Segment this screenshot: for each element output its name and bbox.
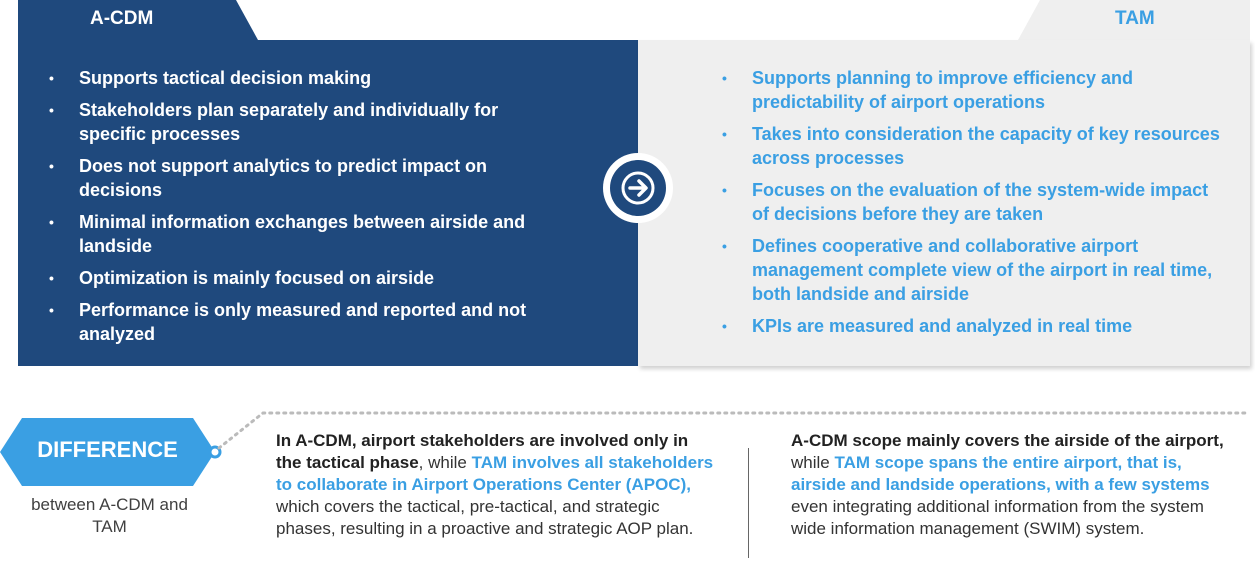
tam-item: • Focuses on the evaluation of the system-wide impact of decisions before they are taken [722,180,1209,224]
acdm-item: • Does not support analytics to predict impact on decisions [49,156,488,200]
acdm-list [49,66,569,354]
para-right-part2: while [791,453,835,472]
acdm-title: A-CDM [90,8,154,29]
tam-item: • KPIs are measured and analyzed in real time [722,316,1133,336]
para-left-part1: In A-CDM, airport stakeholders are involved only in the tactical phase [276,431,689,472]
arrow-right-icon [610,160,666,216]
difference-paragraph-left [276,430,716,540]
difference-label: DIFFERENCE [37,437,178,462]
tam-item: • Defines cooperative and collaborative airport management complete view of the airport in real time, both landside and airside [722,236,1213,304]
para-left-highlight: TAM involves all stakeholders to collaborate in Airport Operations Center (APOC), [276,453,714,494]
tam-item: • Supports planning to improve efficiency and predictability of airport operations [722,68,1134,112]
para-left-part4: which covers the tactical, pre-tactical, and strategic phases, resulting in a proactive and strategic AOP plan. [276,497,694,538]
tam-title: TAM [1115,8,1155,29]
difference-paragraph-right [791,430,1236,540]
acdm-item: • Performance is only measured and reported and not analyzed [49,300,527,344]
tam-item: • Takes into consideration the capacity of key resources across processes [722,124,1220,168]
vertical-divider [748,448,749,558]
acdm-item: • Minimal information exchanges between airside and landside [49,212,526,256]
para-right-highlight: TAM scope spans the entire airport, that is, airside and landside operations, with a few systems [791,453,1210,494]
acdm-item: • Supports tactical decision making [49,68,372,88]
difference-subtitle: between A-CDM and TAM [31,495,188,536]
arrow-right-button [603,153,673,223]
para-right-part1: A-CDM scope mainly covers the airside of the airport, [791,431,1224,450]
acdm-item: • Stakeholders plan separately and individually for specific processes [49,100,499,144]
para-right-part4: even integrating additional information from the system wide information management (SWIM) system. [791,497,1204,538]
acdm-item: • Optimization is mainly focused on airside [49,268,435,288]
tam-list [722,66,1222,346]
para-left-part2: , while [418,453,472,472]
